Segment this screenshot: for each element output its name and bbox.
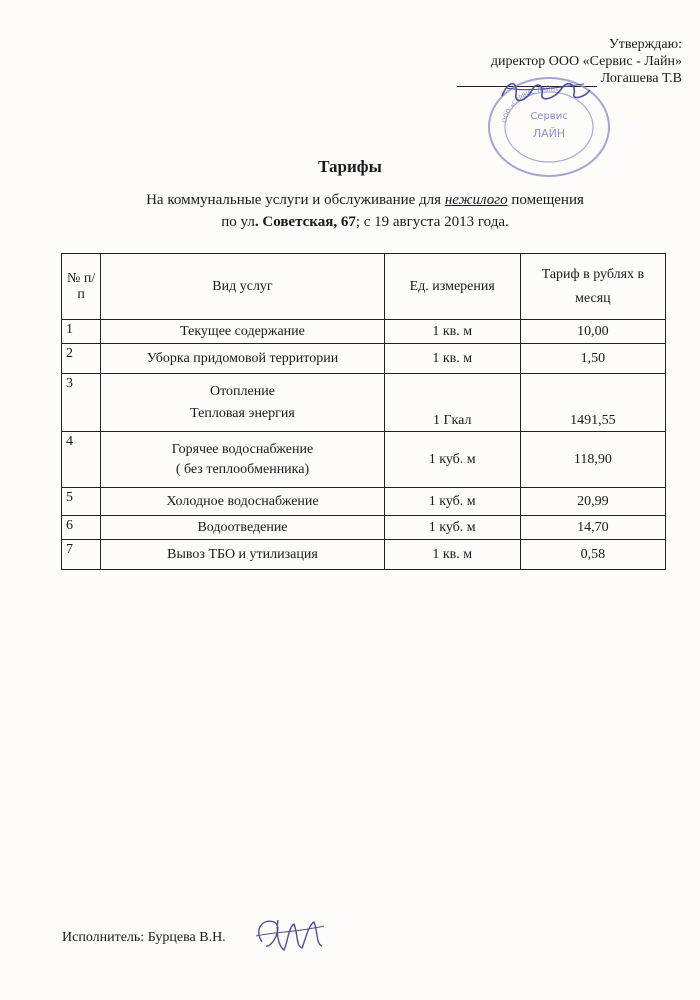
row-service-line-1: Горячее водоснабжение <box>171 441 314 457</box>
row-service: Холодное водоснабжение <box>101 488 384 516</box>
row-num: 7 <box>62 540 101 570</box>
subtitle-street-prefix: по ул <box>221 214 255 230</box>
row-num: 1 <box>62 320 101 344</box>
header-num: № п/п <box>62 254 101 320</box>
row-service-line-2: ( без теплообменника) <box>175 461 310 477</box>
table-row <box>62 344 666 374</box>
stamp-ring-text: ООО «СЕРВИС-ЛАЙН» <box>501 85 560 124</box>
subtitle-suffix: помещения <box>507 192 584 208</box>
row-price: 118,90 <box>520 432 665 488</box>
table-row <box>62 374 666 432</box>
subtitle-date: ; с 19 августа 2013 года. <box>355 214 509 230</box>
row-service: Текущее содержание <box>101 320 384 344</box>
subtitle-emphasis: нежилого <box>444 192 508 208</box>
row-service: Уборка придомовой территории <box>101 344 384 374</box>
document-subtitle <box>0 189 700 233</box>
row-service-line-2: Тепловая энергия <box>190 405 295 421</box>
subtitle-address: . Советская, 67 <box>254 214 356 230</box>
row-unit: 1 куб. м <box>384 516 520 540</box>
row-num: 4 <box>62 432 101 488</box>
document-title: Тарифы <box>318 157 382 176</box>
row-price: 1491,55 <box>520 374 665 432</box>
row-unit: 1 куб. м <box>384 488 520 516</box>
approval-name: Логашева Т.В <box>600 71 682 86</box>
row-service: Вывоз ТБО и утилизация <box>101 540 384 570</box>
stamp-center-1: Сервис <box>530 111 568 122</box>
table-row <box>62 432 666 488</box>
table-row <box>62 516 666 540</box>
row-num: 6 <box>62 516 101 540</box>
row-price: 1,50 <box>520 344 665 374</box>
header-service: Вид услуг <box>101 254 384 320</box>
director-signature-icon <box>496 74 592 108</box>
row-unit: 1 кв. м <box>384 540 520 570</box>
tariff-table <box>61 253 666 570</box>
row-service <box>101 374 384 432</box>
row-num: 5 <box>62 488 101 516</box>
table-row <box>62 488 666 516</box>
row-service <box>101 432 384 488</box>
table-row <box>62 320 666 344</box>
row-price: 20,99 <box>520 488 665 516</box>
subtitle-line-1 <box>0 189 700 211</box>
row-unit: 1 кв. м <box>384 320 520 344</box>
row-price: 10,00 <box>520 320 665 344</box>
approval-position: директор ООО «Сервис - Лайн» <box>490 54 682 69</box>
row-unit: 1 кв. м <box>384 344 520 374</box>
row-service-line-1: Отопление <box>210 383 275 399</box>
stamp-center-2: ЛАЙН <box>532 127 566 140</box>
table-header-row <box>62 254 666 320</box>
subtitle-prefix: На коммунальные услуги и обслуживание для <box>146 192 445 208</box>
header-unit: Ед. измерения <box>384 254 520 320</box>
row-unit: 1 Гкал <box>384 374 520 432</box>
row-service: Водоотведение <box>101 516 384 540</box>
row-price: 14,70 <box>520 516 665 540</box>
subtitle-line-2 <box>0 211 700 233</box>
header-price: Тариф в рублях в месяц <box>520 254 665 320</box>
row-price: 0,58 <box>520 540 665 570</box>
row-unit: 1 куб. м <box>384 432 520 488</box>
table-row <box>62 540 666 570</box>
row-num: 3 <box>62 374 101 432</box>
approval-label: Утверждаю: <box>608 37 682 52</box>
row-num: 2 <box>62 344 101 374</box>
executor-signature-icon <box>248 912 328 956</box>
executor-line: Исполнитель: Бурцева В.Н. <box>62 930 226 945</box>
